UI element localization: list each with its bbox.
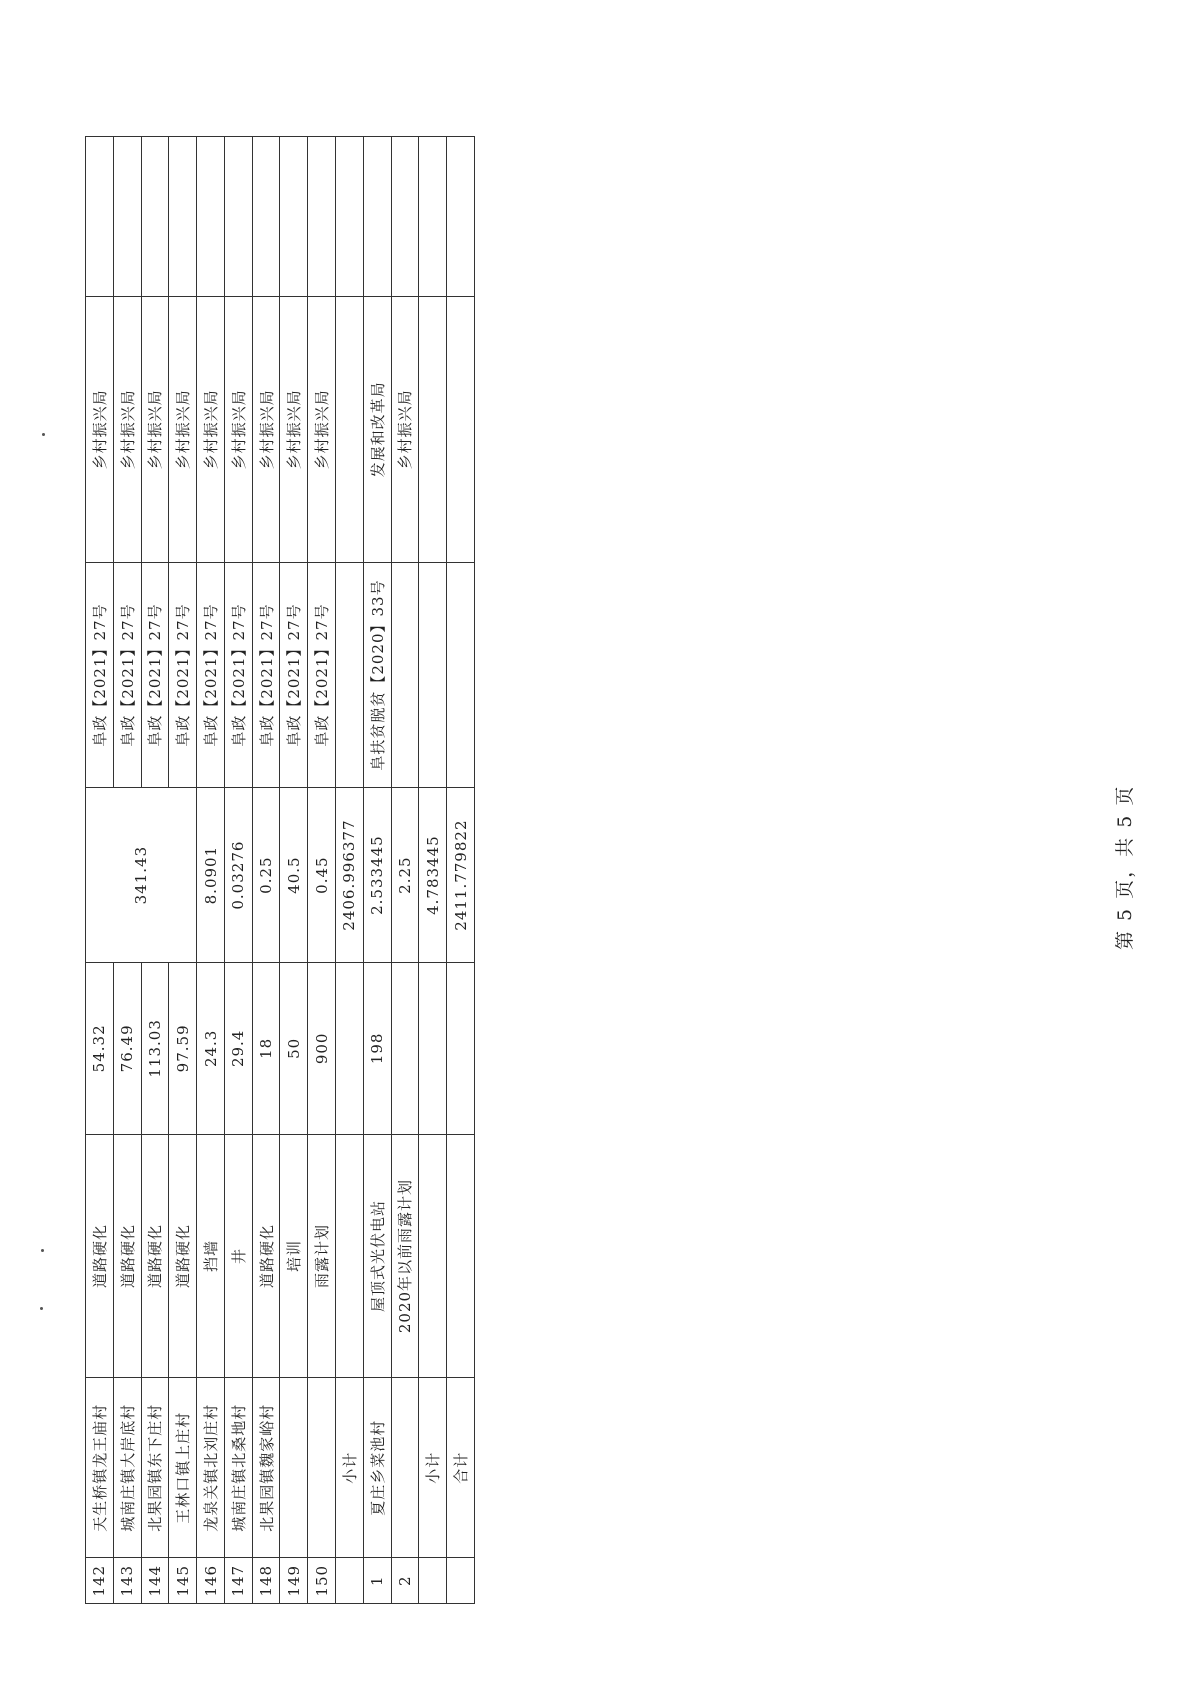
quantity-cell: 29.4 (224, 962, 252, 1134)
department-cell: 乡村振兴局 (391, 297, 419, 562)
remark-cell (224, 137, 252, 297)
subtotal-row (336, 137, 364, 1604)
project-cell: 培训 (280, 1134, 308, 1377)
document-cell: 阜扶贫脱贫【2020】33号 (363, 562, 391, 788)
village-cell: 龙泉关镇北刘庄村 (197, 1378, 225, 1558)
row-number: 144 (141, 1558, 169, 1604)
remark-cell (308, 137, 336, 297)
row-number: 149 (280, 1558, 308, 1604)
remark-cell (280, 137, 308, 297)
village-cell: 天生桥镇龙王庙村 (86, 1378, 114, 1558)
row-number: 146 (197, 1558, 225, 1604)
project-cell: 道路硬化 (141, 1134, 169, 1377)
department-cell: 乡村振兴局 (224, 297, 252, 562)
amount-cell: 0.45 (308, 788, 336, 962)
row-number: 150 (308, 1558, 336, 1604)
village-cell: 北果园镇魏家峪村 (252, 1378, 280, 1558)
remark-cell (252, 137, 280, 297)
project-cell: 道路硬化 (169, 1134, 197, 1377)
document-cell: 阜政【2021】27号 (224, 562, 252, 788)
quantity-cell: 24.3 (197, 962, 225, 1134)
document-cell: 阜政【2021】27号 (86, 562, 114, 788)
quantity-cell: 900 (308, 962, 336, 1134)
table-row (197, 137, 225, 1604)
document-cell: 阜政【2021】27号 (197, 562, 225, 788)
document-cell: 阜政【2021】27号 (280, 562, 308, 788)
project-cell: 屋顶式光伏电站 (363, 1134, 391, 1377)
total-amount: 2411.779822 (447, 788, 475, 962)
quantity-cell (391, 962, 419, 1134)
table-row (252, 137, 280, 1604)
row-number: 143 (113, 1558, 141, 1604)
document-cell: 阜政【2021】27号 (169, 562, 197, 788)
row-number: 148 (252, 1558, 280, 1604)
project-cell: 2020年以前雨露计划 (391, 1134, 419, 1377)
project-cell: 道路硬化 (86, 1134, 114, 1377)
row-number: 2 (391, 1558, 419, 1604)
rotated-table-wrapper (85, 136, 475, 1604)
amount-cell: 2.25 (391, 788, 419, 962)
remark-cell (141, 137, 169, 297)
remark-cell (86, 137, 114, 297)
amount-cell: 2.533445 (363, 788, 391, 962)
total-row (447, 137, 475, 1604)
remark-cell (113, 137, 141, 297)
quantity-cell: 76.49 (113, 962, 141, 1134)
table-row (391, 137, 419, 1604)
table-row (363, 137, 391, 1604)
document-cell: 阜政【2021】27号 (141, 562, 169, 788)
subtotal-row (419, 137, 447, 1604)
subtotal-amount: 2406.996377 (336, 788, 364, 962)
table-row (280, 137, 308, 1604)
quantity-cell: 198 (363, 962, 391, 1134)
remark-cell (197, 137, 225, 297)
scan-speck (41, 1249, 44, 1252)
project-table (85, 136, 475, 1604)
quantity-cell: 50 (280, 962, 308, 1134)
document-cell: 阜政【2021】27号 (252, 562, 280, 788)
page-footer: 第 5 页，共 5 页 (1114, 784, 1136, 950)
village-cell: 夏庄乡菜池村 (363, 1378, 391, 1558)
subtotal-label: 小计 (419, 1378, 447, 1558)
subtotal-amount: 4.783445 (419, 788, 447, 962)
quantity-cell: 97.59 (169, 962, 197, 1134)
department-cell: 发展和改革局 (363, 297, 391, 562)
amount-cell: 0.25 (252, 788, 280, 962)
total-label: 合计 (447, 1378, 475, 1558)
row-number: 142 (86, 1558, 114, 1604)
table-row (224, 137, 252, 1604)
row-number: 145 (169, 1558, 197, 1604)
scan-speck (42, 433, 45, 436)
document-cell (391, 562, 419, 788)
department-cell: 乡村振兴局 (252, 297, 280, 562)
quantity-cell: 113.03 (141, 962, 169, 1134)
project-cell: 道路硬化 (113, 1134, 141, 1377)
department-cell: 乡村振兴局 (308, 297, 336, 562)
village-cell: 王林口镇上庄村 (169, 1378, 197, 1558)
department-cell: 乡村振兴局 (169, 297, 197, 562)
document-cell: 阜政【2021】27号 (113, 562, 141, 788)
village-cell (391, 1378, 419, 1558)
department-cell: 乡村振兴局 (113, 297, 141, 562)
table-row (86, 137, 114, 1604)
village-cell: 城南庄镇大岸底村 (113, 1378, 141, 1558)
scan-speck (40, 1307, 43, 1310)
row-number: 1 (363, 1558, 391, 1604)
department-cell: 乡村振兴局 (280, 297, 308, 562)
row-number: 147 (224, 1558, 252, 1604)
department-cell: 乡村振兴局 (197, 297, 225, 562)
project-cell: 道路硬化 (252, 1134, 280, 1377)
table-row (308, 137, 336, 1604)
village-cell: 北果园镇东下庄村 (141, 1378, 169, 1558)
merged-amount-cell: 341.43 (86, 788, 197, 962)
village-cell (308, 1378, 336, 1558)
amount-cell: 40.5 (280, 788, 308, 962)
department-cell: 乡村振兴局 (86, 297, 114, 562)
project-cell: 雨露计划 (308, 1134, 336, 1377)
document-cell: 阜政【2021】27号 (308, 562, 336, 788)
department-cell: 乡村振兴局 (141, 297, 169, 562)
quantity-cell: 54.32 (86, 962, 114, 1134)
amount-cell: 0.03276 (224, 788, 252, 962)
village-cell: 城南庄镇北桑地村 (224, 1378, 252, 1558)
amount-cell: 8.0901 (197, 788, 225, 962)
village-cell (280, 1378, 308, 1558)
quantity-cell: 18 (252, 962, 280, 1134)
remark-cell (169, 137, 197, 297)
project-cell: 井 (224, 1134, 252, 1377)
subtotal-label: 小计 (336, 1378, 364, 1558)
project-cell: 挡墙 (197, 1134, 225, 1377)
